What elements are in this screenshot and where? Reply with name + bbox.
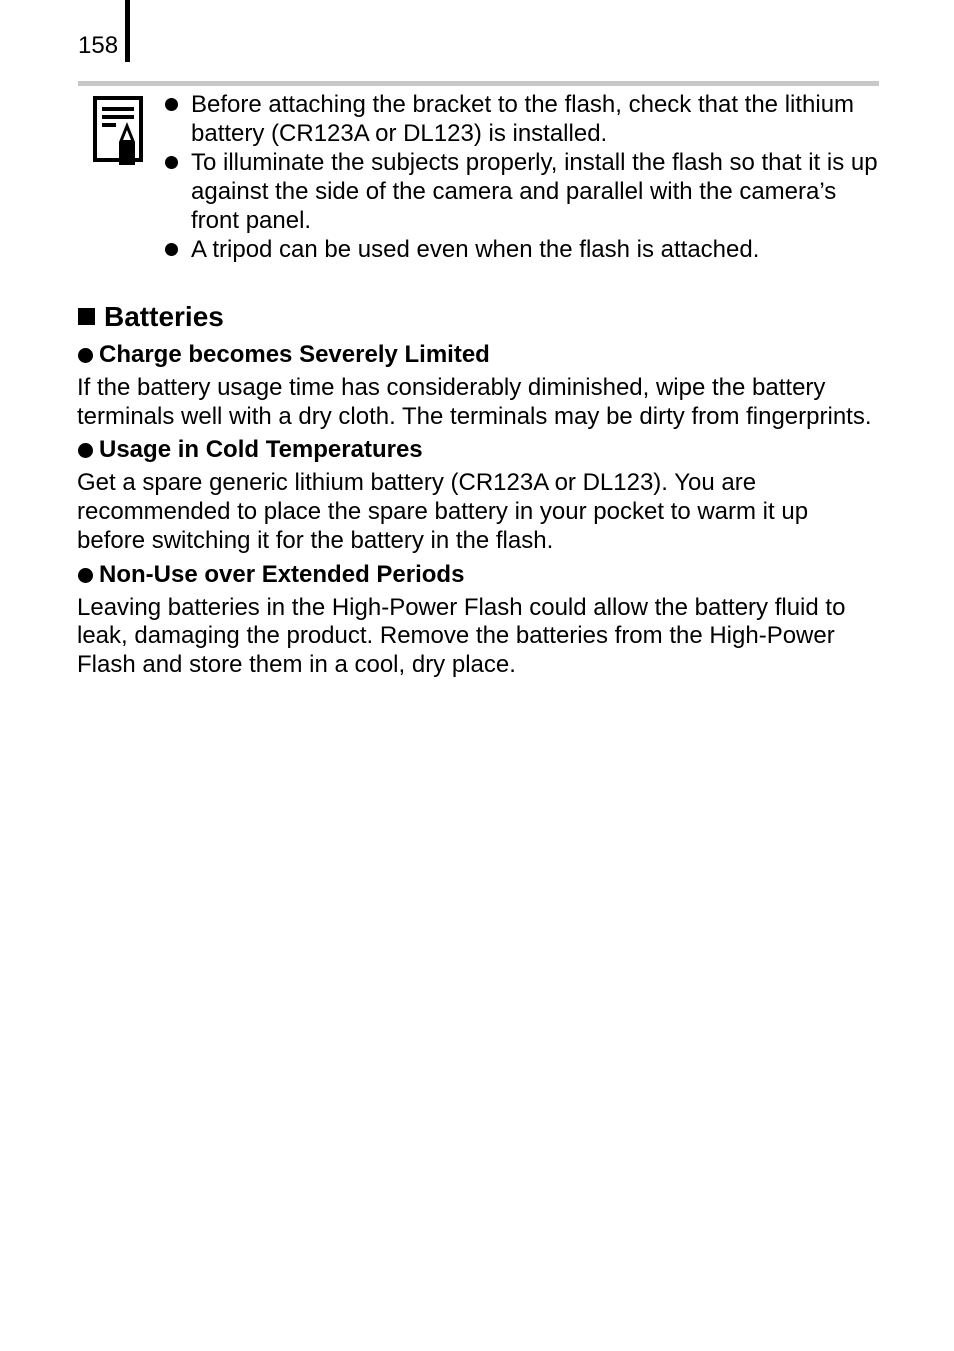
page-number: 158	[78, 32, 119, 59]
subsection-heading	[77, 435, 879, 464]
subsection-text: Get a spare generic lithium battery (CR123A or DL123). You are recommended to place the spare battery in your pocket to warm it up before switching it for the battery in the flash.	[77, 469, 809, 554]
note-list	[165, 90, 879, 264]
subsection-heading-text: Charge becomes Severely Limited	[99, 341, 490, 368]
page-number-bar	[125, 0, 130, 62]
section-heading	[78, 300, 224, 334]
subsection-heading-text: Usage in Cold Temperatures	[99, 436, 423, 464]
bullet-icon	[165, 156, 178, 169]
bullet-icon	[165, 243, 178, 256]
section-title: Batteries	[104, 301, 224, 332]
note-pencil-icon	[93, 96, 145, 166]
section-content	[77, 340, 879, 684]
subsection-text: If the battery usage time has considerably diminished, wipe the battery terminals well with a dry cloth. The terminals may be dirty from fingerprints.	[77, 374, 872, 430]
note-item	[165, 90, 879, 148]
note-item-text: To illuminate the subjects properly, install the flash so that it is up against the side of the camera and parallel with the camera’s front panel.	[191, 149, 878, 234]
note-item-text: A tripod can be used even when the flash is attached.	[191, 236, 760, 263]
bullet-icon	[78, 443, 93, 458]
note-divider	[78, 81, 879, 86]
subsection-text: Leaving batteries in the High-Power Flash could allow the battery fluid to leak, damaging the product. Remove the batteries from the High-Power Flash and store them in a cool, dry place.	[77, 593, 846, 678]
square-bullet-icon	[78, 308, 95, 325]
bullet-icon	[78, 348, 93, 363]
note-item	[165, 148, 879, 235]
subsection-heading-text: Non-Use over Extended Periods	[99, 560, 465, 588]
bullet-icon	[165, 98, 178, 111]
bullet-icon	[78, 568, 93, 583]
note-item-text: Before attaching the bracket to the flash, check that the lithium battery (CR123A or DL123) is installed.	[191, 91, 855, 147]
subsection-heading	[77, 560, 879, 589]
subsection-heading	[77, 340, 879, 369]
note-item	[165, 235, 879, 264]
